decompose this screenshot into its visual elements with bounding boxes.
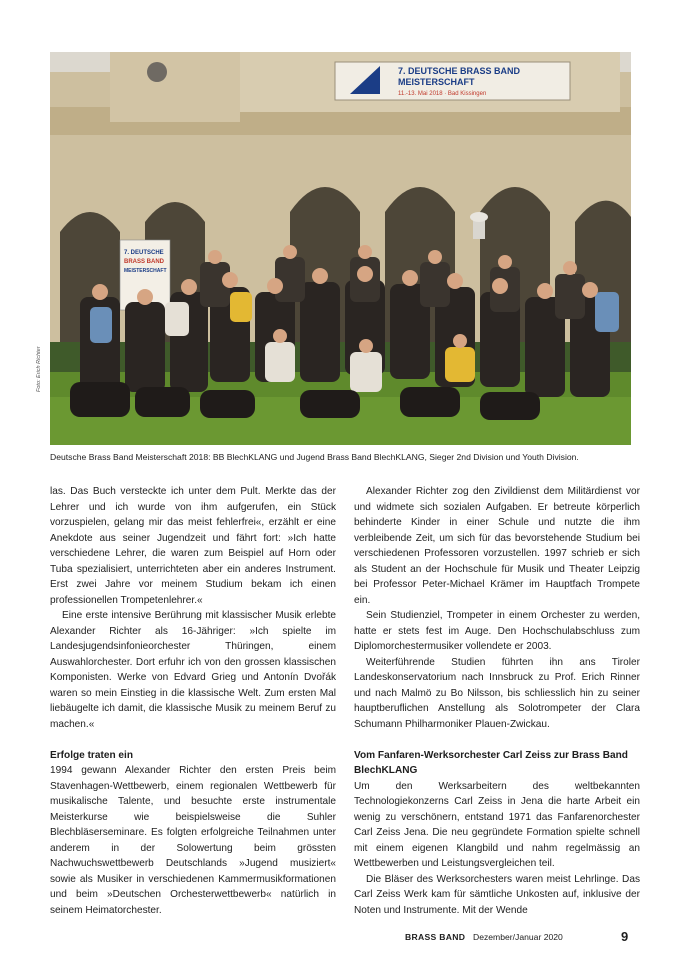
banner-line2: MEISTERSCHAFT xyxy=(398,77,475,87)
section-heading: Vom Fanfaren-Werksorchester Carl Zeiss zur Brass Band BlechKLANG xyxy=(354,749,628,776)
paragraph: las. Das Buch versteckte ich unter dem Pult. Merkte das der Lehrer und ich wurde von ihm aufgerufen, ein Stück vorzuspielen, gelang mir das meist fehlerfrei«, erzählt er eine Anekdote aus seiner Jugendzeit und fährt fort: »Ich hatte verschiedene Lehrer, die waren zum Beispiel auf Horn oder Tuba spezialisiert, unterrichteten aber ein anderes Instrument. Erst zwei Jahre vor meinem Studium bekam ich einen professionellen Trompetenlehrer.« xyxy=(50,486,336,606)
group-photo-illustration xyxy=(50,52,631,445)
right-column xyxy=(354,484,640,918)
page-footer xyxy=(0,930,682,944)
paragraph: Eine erste intensive Berührung mit klassischer Musik erlebte Alexander Richter als 16-Jähriger: »Ich spielte im Landesjugendsinfonieorchester Thüringen, einem Auswahlorchester. Dort erfuhr ich von den grossen klassischen Komponisten. Werke von Edvard Grieg und Antonín Dvořák waren so mein Einstieg in die klassische Welt. Zum ersten Mal liebäugelte ich damit, die klassische Musik zu meinem Beruf zu machen.« xyxy=(50,610,336,730)
banner-line3: 11.-13. Mai 2018 · Bad Kissingen xyxy=(398,91,487,97)
sign-line1: 7. DEUTSCHE xyxy=(124,250,164,256)
paragraph: Weiterführende Studien führten ihn ans Tiroler Landeskonservatorium nach Innsbruck zu Prof. Erich Rinner und nach Malmö zu Bo Nilsson, bis schliesslich hin zu seiner hauptberuflichen Anstellung als Solotrompeter der Clara Schumann Philharmoniker Plauen-Zwickau. xyxy=(354,656,640,730)
sign-line2: BRASS BAND xyxy=(124,259,165,265)
issue-date: Dezember/Januar 2020 xyxy=(473,932,563,942)
left-column xyxy=(50,484,336,918)
section-heading: Erfolge traten ein xyxy=(50,749,134,761)
paragraph: Sein Studienziel, Trompeter in einem Orchester zu werden, hatte er stets fest im Auge. Den Hochschulabschluss zum Diplomorchestermusiker vollendete er 2003. xyxy=(354,610,640,652)
group-photo xyxy=(50,52,631,445)
paragraph: Um den Werksarbeitern des weltbekannten Technologiekonzerns Carl Zeiss in Jena die harte Arbeit ein wenig zu verschönern, entstand 1971 das Fanfarenorchester Carl Zeiss Jena. Die neu gegründete Formation spielte schnell mit einem eigenen Klangbild und nahm regelmässig an Wettbewerben und Leistungsvergleichen teil. xyxy=(354,780,640,869)
sign-line3: MEISTERSCHAFT xyxy=(124,268,167,274)
paragraph: Die Bläser des Werksorchesters waren meist Lehrlinge. Das Carl Zeiss Werk kam für sämtliche Unkosten auf, inklusive der Noten und Instrumente. Mit der Wende xyxy=(354,873,640,916)
paragraph: 1994 gewann Alexander Richter den ersten Preis beim Stavenhagen-Wettbewerb, einem regionalen Wettbewerb für musikalische Talente, und besuchte erste instrumentale Meisterkurse wie beispielsweise die Suhler Blechbläserseminare. Es folgten erfolgreiche Teilnahmen unter anderem in der Solowertung beim grössten Nachwuchswettbewerb Deutschlands »Jugend musiziert« sowie als Musiker in verschiedenen Kammermusikformationen und beim »Deutschen Orchesterwettbewerb« natürlich in seinem Heimatorchester. xyxy=(50,765,336,916)
banner-line1: 7. DEUTSCHE BRASS BAND xyxy=(398,66,521,76)
magazine-name: BRASS BAND xyxy=(405,932,466,942)
page-number: 9 xyxy=(621,929,629,944)
photo-credit: Foto: Erich Richter xyxy=(36,346,42,392)
paragraph: Alexander Richter zog den Zivildienst dem Militärdienst vor und widmete sich sozialen Aufgaben. Er betreute körperlich behinderte Kinder in einer Schule und nutzte die ihm verbleibende Zeit, um sich für das bevorstehende Studium bei verschiedenen Professoren vorzustellen. 1997 schrieb er sich als Student an der Hochschule für Musik und Theater Leipzig bei Professor Peter-Michael Krämer im Hauptfach Trompete ein. xyxy=(354,486,640,606)
photo-caption: Deutsche Brass Band Meisterschaft 2018: BB BlechKLANG und Jugend Brass Band BlechKLANG, Sieger 2nd Division und Youth Division. xyxy=(50,452,579,462)
